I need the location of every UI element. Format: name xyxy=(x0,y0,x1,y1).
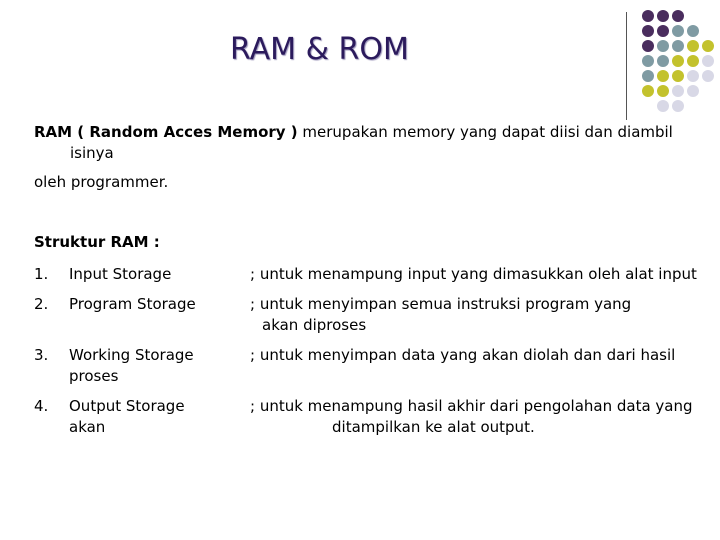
decor-dot xyxy=(687,40,699,52)
decor-dot xyxy=(642,55,654,67)
row-name: Program Storage xyxy=(69,295,196,313)
row-description xyxy=(250,264,710,285)
decor-dot xyxy=(642,40,654,52)
decor-dot xyxy=(672,100,684,112)
decor-dot xyxy=(672,85,684,97)
decor-dot xyxy=(702,70,714,82)
decor-dot xyxy=(657,25,669,37)
decor-dot xyxy=(672,55,684,67)
row-description xyxy=(250,345,710,366)
row-name: Input Storage xyxy=(69,265,172,283)
row-description xyxy=(250,396,710,438)
row-name: Output Storage akan xyxy=(69,397,185,436)
decor-dot xyxy=(672,25,684,37)
row-number: 3. xyxy=(34,346,49,364)
decor-dot xyxy=(657,100,669,112)
row-description-continuation: ditampilkan ke alat output. xyxy=(332,418,535,436)
decor-dot xyxy=(687,55,699,67)
ram-definition-line2: oleh programmer. xyxy=(34,173,169,191)
decor-dot xyxy=(687,25,699,37)
decor-dot xyxy=(687,70,699,82)
decor-dot xyxy=(657,10,669,22)
row-description-text: ; untuk menyimpan semua instruksi program yang xyxy=(250,295,632,313)
row-name: Working Storage proses xyxy=(69,346,194,385)
decor-dot xyxy=(672,70,684,82)
ram-definition-text: merupakan memory yang dapat diisi dan diambil xyxy=(297,123,673,141)
row-number: 1. xyxy=(34,265,49,283)
row-number: 4. xyxy=(34,397,49,415)
row-description-continuation: akan diproses xyxy=(262,316,367,334)
row-description-text: ; untuk menyimpan data yang akan diolah dan dari hasil xyxy=(250,346,676,364)
decor-dot xyxy=(702,40,714,52)
decor-dot xyxy=(657,85,669,97)
decor-dot xyxy=(657,70,669,82)
row-description xyxy=(250,294,710,336)
row-description-text: ; untuk menampung hasil akhir dari pengolahan data yang xyxy=(250,397,693,415)
row-number: 2. xyxy=(34,295,49,313)
decorative-divider xyxy=(626,12,627,120)
decor-dot xyxy=(642,10,654,22)
row-description-text: ; untuk menampung input yang dimasukkan oleh alat input xyxy=(250,265,697,283)
decor-dot xyxy=(672,40,684,52)
decor-dot xyxy=(702,55,714,67)
decor-dot xyxy=(642,70,654,82)
ram-definition-continuation: isinya xyxy=(70,144,114,162)
ram-term: RAM ( Random Acces Memory ) xyxy=(34,123,298,141)
decor-dot xyxy=(687,85,699,97)
structure-heading: Struktur RAM : xyxy=(34,233,160,251)
decor-dot xyxy=(657,55,669,67)
slide-title: RAM & ROM xyxy=(230,32,409,67)
decor-dot xyxy=(642,25,654,37)
ram-definition xyxy=(34,122,704,164)
decor-dot xyxy=(672,10,684,22)
decor-dot xyxy=(657,40,669,52)
decor-dot xyxy=(642,85,654,97)
